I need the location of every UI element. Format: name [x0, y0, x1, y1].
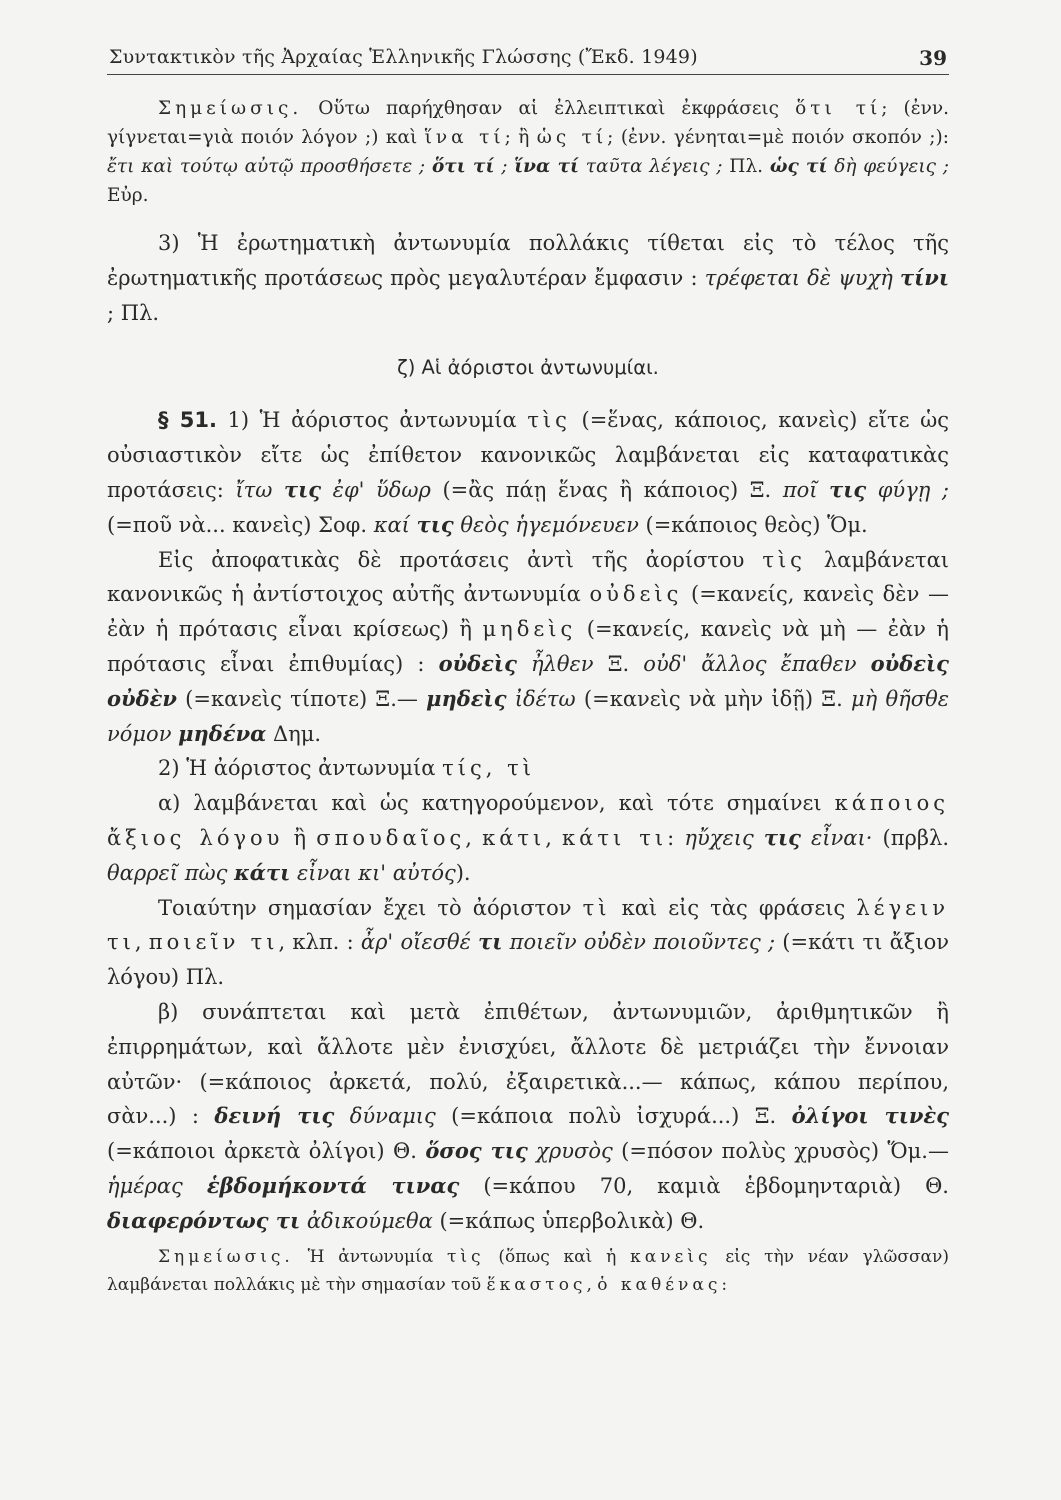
paragraph-2b: β) συνάπτεται καὶ μετὰ ἐπιθέτων, ἀντωνυμιῶν, ἀριθμητικῶν ἢ ἐπιρρημάτων, καὶ ἄλλοτε μὲν ἐνισχύει, ἄλλοτε δὲ μετριάζει τὴν ἔννοιαν αὐτῶν· (=κάποιος ἀρκετά, πολύ, ἐξαιρετικὰ...— κάπως, κάπου περίπου, σὰν...) : δεινή τις δύναμις (=κάποια πολὺ ἰσχυρά...) Ξ. ὀλίγοι τινὲς (=κάποιοι ἀρκετὰ ὀλίγοι) Θ. ὅσος τις χρυσὸς (=πόσον πολὺς χρυσὸς) Ὅμ.— ἡμέρας ἑβδομήκοντά τινας (=κάπου 70, καμιὰ ἑβδομηνταριὰ) Θ. διαφερόντως τι ἀδικούμεθα (=κάπως ὑπερβολικὰ) Θ. — [107, 999, 949, 1233]
paragraph-sense: Τοιαύτην σημασίαν ἔχει τὸ ἀόριστον τὶ καὶ εἰς τὰς φράσεις λέγειν τι, ποιεῖν τι, κλπ. : ἆρ' οἴεσθέ τι ποιεῖν οὐδὲν ποιοῦντες ; (=κάτι τι ἄξιον λόγου) Πλ. — [107, 895, 949, 990]
note-elliptical: Σημείωσις. Οὕτω παρήχθησαν αἱ ἐλλειπτικαὶ ἐκφράσεις ὅτι τί; (ἐνν. γίγνεται=γιὰ ποιόν λόγον ;) καὶ ἵνα τί; ἢ ὡς τί; (ἐνν. γένηται=μὲ ποιόν σκοπόν ;): ἔτι καὶ τούτῳ αὐτῷ προσθήσετε ; ὅτι τί ; ἵνα τί ταῦτα λέγεις ; Πλ. ὡς τί δὴ φεύγεις ; Εὐρ. — [107, 98, 949, 206]
paragraph-2: 2) Ἡ ἀόριστος ἀντωνυμία τίς, τὶ — [158, 756, 535, 781]
running-title: Συντακτικὸν τῆς Ἀρχαίας Ἑλληνικῆς Γλώσσης (Ἔκδ. 1949) — [109, 46, 698, 68]
page-number: 39 — [919, 46, 947, 70]
running-header — [107, 40, 949, 75]
section-number: § 51. — [158, 408, 217, 433]
page-body — [107, 94, 949, 1299]
paragraph-negative: Εἰς ἀποφατικὰς δὲ προτάσεις ἀντὶ τῆς ἀορίστου τὶς λαμβάνεται κανονικῶς ἡ ἀντίστοιχος αὐτῆς ἀντωνυμία οὐδεὶς (=κανείς, κανεὶς δὲν — ἐὰν ἡ πρότασις εἶναι κρίσεως) ἢ μηδεὶς (=κανείς, κανεὶς νὰ μὴ — ἐὰν ἡ πρότασις εἶναι ἐπιθυμίας) : οὐδεὶς ἦλθεν Ξ. οὐδ' ἄλλος ἔπαθεν οὐδεὶς οὐδὲν (=κανεὶς τίποτε) Ξ.— μηδεὶς ἰδέτω (=κανεὶς νὰ μὴν ἰδῇ) Ξ. μὴ θῆσθε νόμον μηδένα Δημ. — [107, 547, 949, 746]
note-every: Σημείωσις. Ἡ ἀντωνυμία τὶς (ὅπως καὶ ἡ κανεὶς εἰς τὴν νέαν γλῶσσαν) λαμβάνεται πολλάκις μὲ τὴν σημασίαν τοῦ ἕκαστος, ὁ καθένας: — [107, 1246, 949, 1295]
paragraph-2a: α) λαμβάνεται καὶ ὡς κατηγορούμενον, καὶ τότε σημαίνει κάποιος ἄξιος λόγου ἢ σπουδαῖος, κάτι, κάτι τι: ηὔχεις τις εἶναι· (πρβλ. θαρρεῖ πὼς κάτι εἶναι κι' αὐτός). — [107, 791, 949, 885]
paragraph-3: 3) Ἡ ἐρωτηματικὴ ἀντωνυμία πολλάκις τίθεται εἰς τὸ τέλος τῆς ἐρωτηματικῆς προτάσεως πρὸς μεγαλυτέραν ἔμφασιν : τρέφεται δὲ ψυχὴ τίνι ; Πλ. — [107, 231, 950, 325]
paragraph-51-1: § 51. 1) Ἡ ἀόριστος ἀντωνυμία τὶς (=ἕνας, κάποιος, κανεὶς) εἴτε ὡς οὐσιαστικὸν εἴτε ὡς ἐπίθετον κανονικῶς λαμβάνεται εἰς καταφατικὰς προτάσεις: ἴτω τις ἐφ' ὕδωρ (=ἂς πάῃ ἕνας ἢ κάποιος) Ξ. ποῖ τις φύγῃ ; (=ποῦ νὰ... κανεὶς) Σοφ. καί τις θεὸς ἡγεμόνευεν (=κάποιος θεὸς) Ὅμ. — [107, 408, 950, 537]
section-heading: ζ) Αἱ ἀόριστοι ἀντωνυμίαι. — [397, 356, 659, 380]
